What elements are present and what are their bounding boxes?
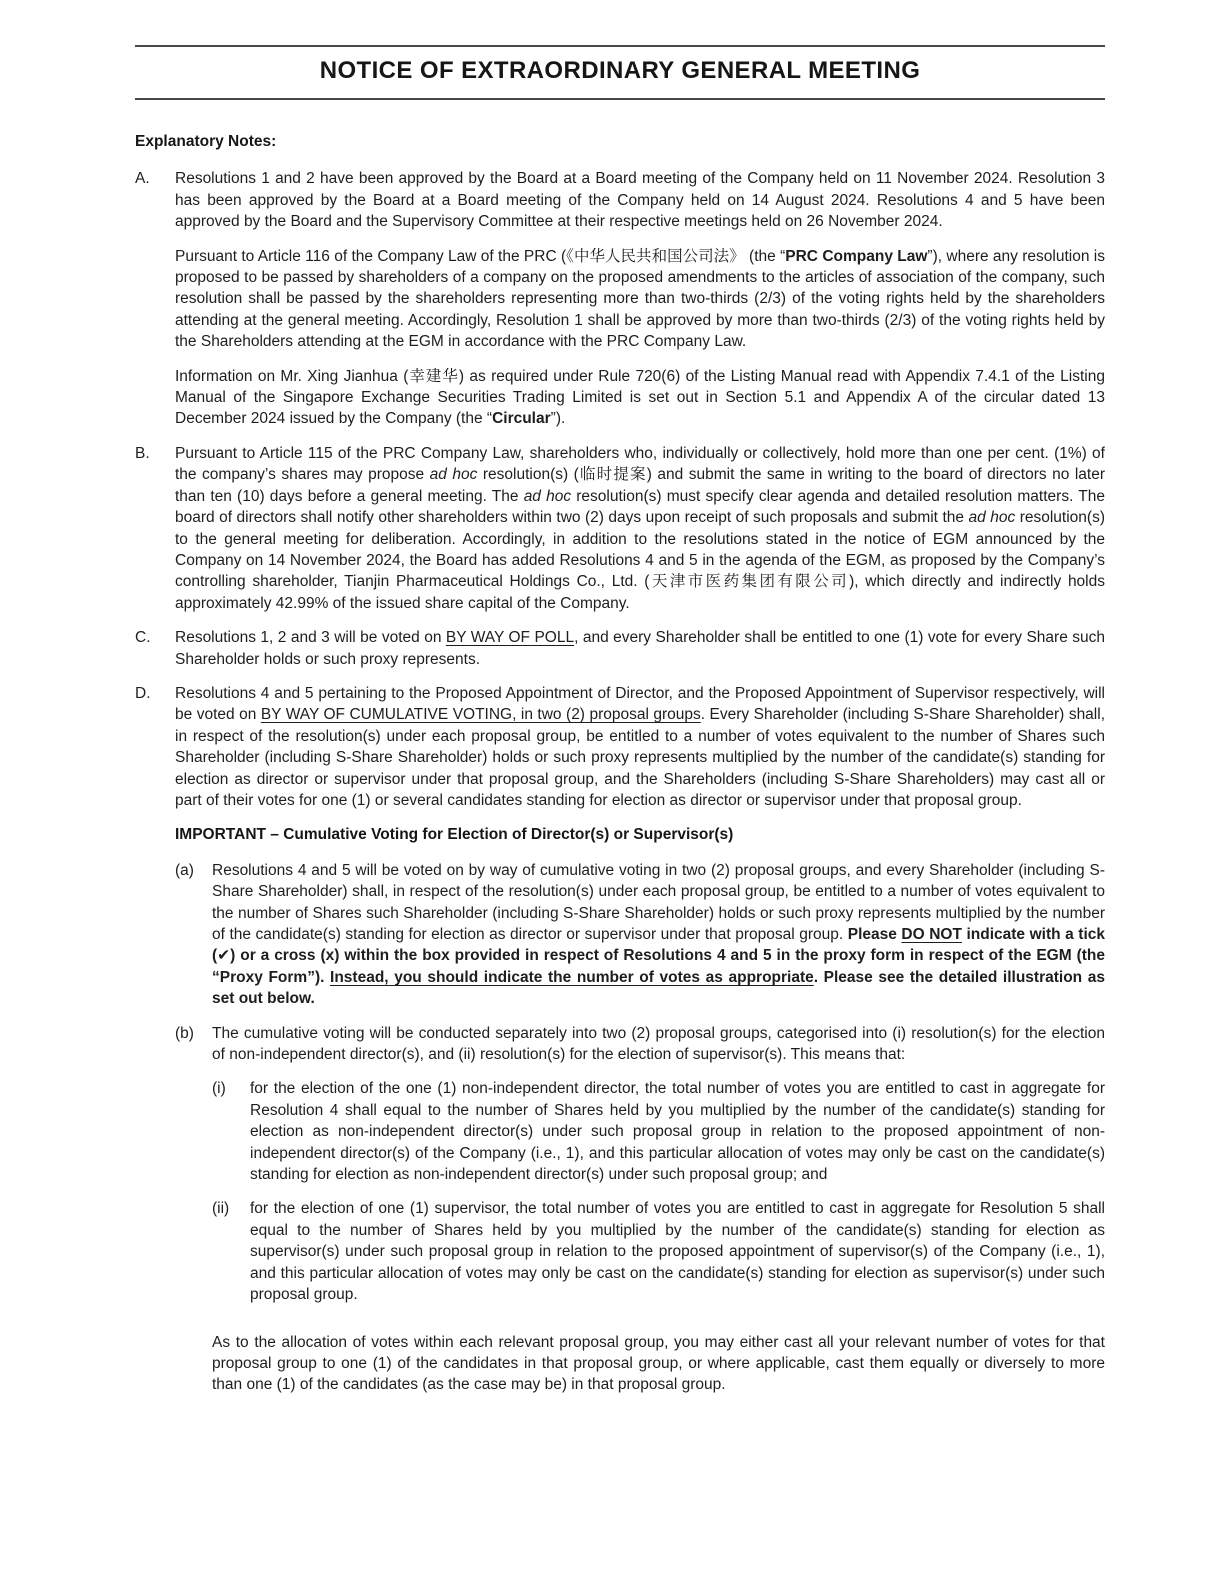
important-heading: IMPORTANT – Cumulative Voting for Election of Director(s) or Supervisor(s): [175, 826, 734, 844]
important-item-b: [175, 1023, 1105, 1319]
note-d-body: [175, 683, 1105, 1396]
important-item-a: [175, 860, 1105, 1010]
subitem-ii-body: [250, 1198, 1105, 1305]
document-body: [135, 131, 1105, 1396]
explanatory-notes-heading: Explanatory Notes:: [135, 133, 277, 150]
note-b-paragraph-1: Pursuant to Article 115 of the PRC Company Law, shareholders who, individually or collectively, hold more than one per cent. (1%) of the company’s shares may propose ad hoc resolution(s) (临时提案) and submit the same in writing to the board of directors no later than ten (10) days before a general meeting. The ad hoc resolution(s) must specify clear agenda and detailed resolution matters. The board of directors shall notify other shareholders within two (2) days upon receipt of such proposals and submit the ad hoc resolution(s) to the general meeting for deliberation. Accordingly, in addition to the resolutions stated in the notice of EGM announced by the Company on 14 November 2024, the Board has added Resolutions 4 and 5 in the agenda of the EGM, as proposed by the Company’s controlling shareholder, Tianjin Pharmaceutical Holdings Co., Ltd. (天津市医药集团有限公司), which directly and indirectly holds approximately 42.99% of the issued share capital of the Company.: [175, 444, 1105, 612]
subitem-ii-paragraph: for the election of one (1) supervisor, the total number of votes you are entitled to cast in aggregate for Resolution 5 shall equal to the number of Shares held by you multiplied by the number of the candidate(s) standing for election as supervisor(s) under such proposal group in relation to the proposed appointment of supervisor(s) of the Company (i.e., 1), and this particular allocation of votes may only be cast on the candidate(s) standing for election as supervisor(s) under such proposal group.: [250, 1200, 1105, 1304]
important-item-a-paragraph: Resolutions 4 and 5 will be voted on by way of cumulative voting in two (2) proposal groups, and every Shareholder (including S-Share Shareholder) shall, in respect of the resolution(s) under each proposal group, be entitled to a number of votes equivalent to the number of Shares such Shareholder (including S-Share Shareholder) holds or such proxy represents multiplied by the number of the candidate(s) standing for election as director or supervisor under that proposal group. Please DO NOT indicate with a tick (✔) or a cross (x) within the box provided in respect of Resolutions 4 and 5 in the proxy form in respect of the EGM (the “Proxy Form”). Instead, you should indicate the number of votes as appropriate. Please see the detailed illustration as set out below.: [212, 861, 1105, 1008]
page-title: NOTICE OF EXTRAORDINARY GENERAL MEETING: [319, 57, 921, 84]
note-a: [135, 168, 1105, 429]
subitem-i-marker: (i): [212, 1080, 226, 1098]
important-item-b-paragraph: The cumulative voting will be conducted separately into two (2) proposal groups, categorised into (i) resolution(s) for the election of non-independent director(s), and (ii) resolution(s) for the election of supervisor(s). This means that:: [212, 1024, 1105, 1064]
important-section: [175, 824, 1105, 1395]
note-a-paragraph-3: Information on Mr. Xing Jianhua (幸建华) as required under Rule 720(6) of the Listing Manual read with Appendix 7.4.1 of the Listing Manual of the Singapore Exchange Securities Trading Limited is set out in Section 5.1 and Appendix A of the circular dated 13 December 2024 issued by the Company (the “Circular”).: [175, 367, 1105, 428]
note-a-marker: A.: [135, 170, 150, 188]
note-c-paragraph-1: Resolutions 1, 2 and 3 will be voted on BY WAY OF POLL, and every Shareholder shall be entitled to one (1) vote for every Share such Shareholder holds or such proxy represents.: [175, 629, 1105, 668]
note-c-body: [175, 627, 1105, 670]
title-block: [135, 45, 1105, 100]
note-b: [135, 443, 1105, 614]
note-a-body: [175, 168, 1105, 429]
closing-paragraph: As to the allocation of votes within each relevant proposal group, you may either cast all your relevant number of votes for that proposal group to one (1) of the candidates in that proposal group, or where applicable, cast them equally or diversely to more than one (1) of the candidates (as the case may be) in that proposal group.: [212, 1333, 1105, 1394]
note-c: [135, 627, 1105, 670]
important-item-a-body: [212, 860, 1105, 1010]
important-item-a-marker: (a): [175, 861, 194, 879]
note-d-paragraph-1: Resolutions 4 and 5 pertaining to the Proposed Appointment of Director, and the Proposed Appointment of Supervisor respectively, will be voted on BY WAY OF CUMULATIVE VOTING, in two (2) proposal groups. Every Shareholder (including S-Share Shareholder) shall, in respect of the resolution(s) under each proposal group, be entitled to a number of votes equivalent to the number of Shares such Shareholder (including S-Share Shareholder) holds or such proxy represents multiplied by the number of the candidate(s) standing for election as director or supervisor under that proposal group, and the Shareholders (including S-Share Shareholders) may cast all or part of their votes for one (1) or several candidates standing for election as director or supervisor under that proposal group.: [175, 684, 1105, 809]
subitem-i: [212, 1078, 1105, 1185]
subitem-i-paragraph: for the election of the one (1) non-independent director, the total number of votes you are entitled to cast in aggregate for Resolution 4 shall equal to the number of Shares held by you multiplied by the number of the candidate(s) standing for election as non-independent director(s) under such proposal group in relation to the proposed appointment of non-independent director(s) of the Company (i.e., 1), and this particular allocation of votes may only be cast on the candidate(s) standing for election as non-independent director(s) under such proposal group; and: [250, 1080, 1105, 1184]
important-item-b-body: [212, 1023, 1105, 1319]
subitem-ii-marker: (ii): [212, 1200, 230, 1218]
note-b-body: [175, 443, 1105, 614]
subitem-i-body: [250, 1078, 1105, 1185]
note-a-paragraph-2: Pursuant to Article 116 of the Company Law of the PRC (《中华人民共和国公司法》 (the “PRC Company Law”), where any resolution is proposed to be passed by shareholders of a company on the proposed amendments to the articles of association of the company, such resolution shall be passed by the shareholders representing more than two-thirds (2/3) of the voting rights held by the shareholders attending at the general meeting. Accordingly, Resolution 1 shall be approved by more than two-thirds (2/3) of the voting rights held by the Shareholders attending at the EGM in accordance with the PRC Company Law.: [175, 247, 1105, 351]
note-c-marker: C.: [135, 629, 151, 647]
note-a-paragraph-1: Resolutions 1 and 2 have been approved by the Board at a Board meeting of the Company held on 11 November 2024. Resolution 3 has been approved by the Board at a Board meeting of the Company held on 14 August 2024. Resolutions 4 and 5 have been approved by the Board and the Supervisory Committee at their respective meetings held on 26 November 2024.: [175, 170, 1105, 231]
subitem-ii: [212, 1198, 1105, 1305]
note-d: [135, 683, 1105, 1396]
note-b-marker: B.: [135, 444, 150, 462]
important-item-b-marker: (b): [175, 1024, 194, 1042]
note-d-marker: D.: [135, 684, 151, 702]
